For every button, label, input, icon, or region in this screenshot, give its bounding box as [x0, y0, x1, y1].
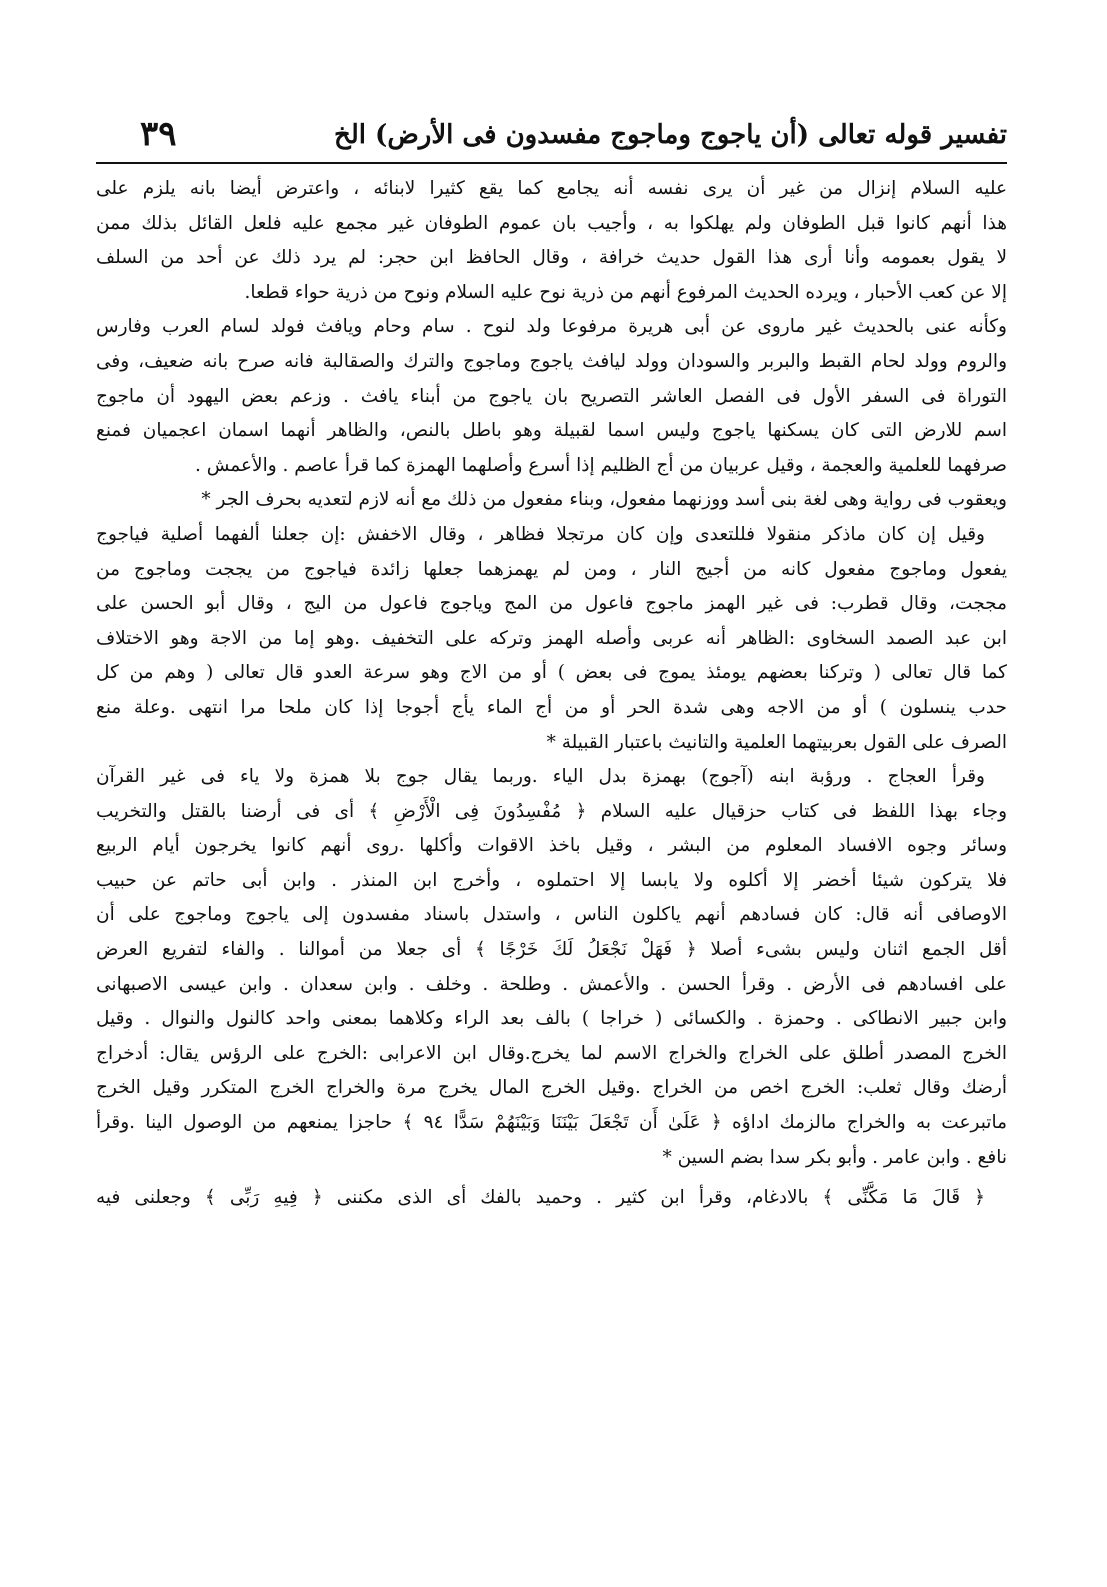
text-line: اسم للارض التى كان يسكنها ياجوج وليس اسما لقبيلة وهو باطل بالنص، والظاهر أنهما اسمان اعجميان فمنع	[96, 420, 1007, 442]
text-line: أقل الجمع اثنان وليس بشىء أصلا ﴿ فَهَلْ نَجْعَلُ لَكَ خَرْجًا ﴾ أى جعلا من أموالنا . والفاء لتفريع العرض	[96, 939, 1007, 961]
text-line: يفعول وماجوج مفعول كانه من أجيج النار ، ومن لم يهمزهما جعلها زائدة فياجوج من يججت وماجوج من	[96, 558, 1007, 580]
text-line: ويعقوب فى رواية وهى لغة بنى أسد ووزنهما مفعول، وبناء مفعول من ذلك مع أنه لازم لتعديه بحرف الجر *	[201, 489, 1007, 511]
text-line: حدب ينسلون ) أو من الاجه وهى شدة الحر أو من أج الماء يأج أجوجا إذا كان ملحا مرا انتهى .وعلة منع	[96, 696, 1007, 718]
text-line: نافع . وابن عامر . وأبو بكر سدا بضم السين *	[662, 1146, 1007, 1168]
text-line: أرضك وقال ثعلب: الخرج اخص من الخراج .وقيل الخرج المال يخرج مرة والخراج الخرج المتكرر وقيل الخرج	[96, 1077, 1007, 1099]
text-line: مججت، وقال قطرب: فى غير الهمز ماجوج فاعول من المج وياجوج فاعول من اليج ، وقال أبو الحسن على	[96, 593, 1007, 615]
text-line: التوراة فى السفر الأول فى الفصل العاشر التصريح بان ياجوج من أبناء يافث . وزعم بعض اليهود أن ماجوج	[96, 385, 1007, 407]
page-number: ٣٩	[140, 114, 177, 154]
text-line: لا يقول بعمومه وأنا أرى هذا القول حديث خرافة ، وقال الحافظ ابن حجر: لم يرد ذلك عن أحد من السلف	[96, 247, 1007, 269]
text-line: وجاء بهذا اللفظ فى كتاب حزقيال عليه السلام ﴿ مُفْسِدُونَ فِى الْأَرْضِ ﴾ أى فى أرضنا بالقتل والتخريب	[96, 800, 1007, 822]
text-line: ﴿ قَالَ مَا مَكَّنِّى ﴾ بالادغام، وقرأ ابن كثير . وحميد بالفك أى الذى مكننى ﴿ فِيهِ رَبِّى ﴾ وجعلنى فيه	[96, 1187, 985, 1209]
text-line: عليه السلام إنزال من غير أن يرى نفسه أنه يجامع كما يقع كثيرا لابنائه ، واعترض أيضا بانه يلزم على	[96, 178, 1007, 199]
text-line: وقرأ العجاج . ورؤبة ابنه (آجوج) بهمزة بدل الياء .وربما يقال جوج بلا همزة ولا ياء فى غير القرآن	[96, 766, 985, 788]
text-line: كما قال تعالى ( وتركنا بعضهم يومئذ يموج فى بعض ) أو من الاج وهو سرعة العدو قال تعالى ( وهم من كل	[96, 662, 1007, 684]
text-line: هذا أنهم كانوا قبل الطوفان ولم يهلكوا به ، وأجيب بان عموم الطوفان غير مجمع عليه فلعل القائل بذلك ممن	[96, 212, 1007, 234]
page-header	[96, 100, 1007, 162]
text-line: صرفهما للعلمية والعجمة ، وقيل عربيان من أج الظليم إذا أسرع وأصلهما الهمزة كما قرأ عاصم . والأعمش .	[194, 454, 1007, 476]
body-text	[96, 172, 1007, 1216]
text-line: فلا يتركون شيئا أخضر إلا أكلوه ولا يابسا إلا احتملوه ، وأخرج ابن المنذر . وابن أبى حاتم عن حبيب	[96, 869, 1007, 891]
text-line: الاوصافى أنه قال: كان فسادهم أنهم ياكلون الناس ، واستدل باسناد مفسدون إلى ياجوج وماجوج على أن	[96, 904, 1007, 926]
text-line: وكأنه عنى بالحديث غير ماروى عن أبى هريرة مرفوعا ولد لنوح . سام وحام ويافث فولد لسام العرب وفارس	[96, 316, 1007, 338]
text-line: ماتبرعت به والخراج مالزمك اداؤه ﴿ عَلَىٰ أَن تَجْعَلَ بَيْنَنَا وَبَيْنَهُمْ سَدًّا ٩٤ ﴾ حاجزا يمنعهم من الوصول الينا .وقرأ	[96, 1112, 1007, 1134]
text-line: ابن عبد الصمد السخاوى :الظاهر أنه عربى وأصله الهمز وتركه على التخفيف .وهو إما من الاجة وهو الاختلاف	[96, 627, 1007, 649]
text-line: والروم وولد لحام القبط والبربر والسودان وولد ليافث ياجوج وماجوج والترك والصقالبة فانه صرح بانه ضعيف، وفى	[96, 350, 1007, 372]
running-title: تفسير قوله تعالى (أن ياجوج وماجوج مفسدون فى الأرض) الخ	[334, 120, 1007, 150]
text-line: إلا عن كعب الأحبار ، ويرده الحديث المرفوع أنهم من ذرية نوح عليه السلام ونوح من ذرية حواء قطعا.	[244, 281, 1007, 303]
text-line: الخرج المصدر أطلق على الخراج والخراج الاسم لما يخرج.وقال ابن الاعرابى :الخرج على الرؤس يقال: أدخراج	[96, 1042, 1007, 1064]
text-line: وقيل إن كان ماذكر منقولا فللتعدى وإن كان مرتجلا فظاهر ، وقال الاخفش :إن جعلنا ألفهما أصلية فياجوج	[96, 523, 985, 545]
text-line: وسائر وجوه الافساد المعلوم من البشر ، وقيل باخذ الاقوات وأكلها .روى أنهم كانوا يخرجون أيام الربيع	[96, 835, 1007, 857]
header-rule	[96, 162, 1007, 164]
text-line: الصرف على القول بعربيتهما العلمية والتانيث باعتبار القبيلة *	[546, 731, 1007, 753]
text-line: وابن جبير الانطاكى . وحمزة . والكسائى ( خراجا ) بالف بعد الراء وكلاهما بمعنى واحد كالنول والنوال . وقيل	[96, 1008, 1007, 1030]
text-line: على افسادهم فى الأرض . وقرأ الحسن . والأعمش . وطلحة . وخلف . وابن سعدان . وابن عيسى الاصبهانى	[96, 973, 1007, 995]
